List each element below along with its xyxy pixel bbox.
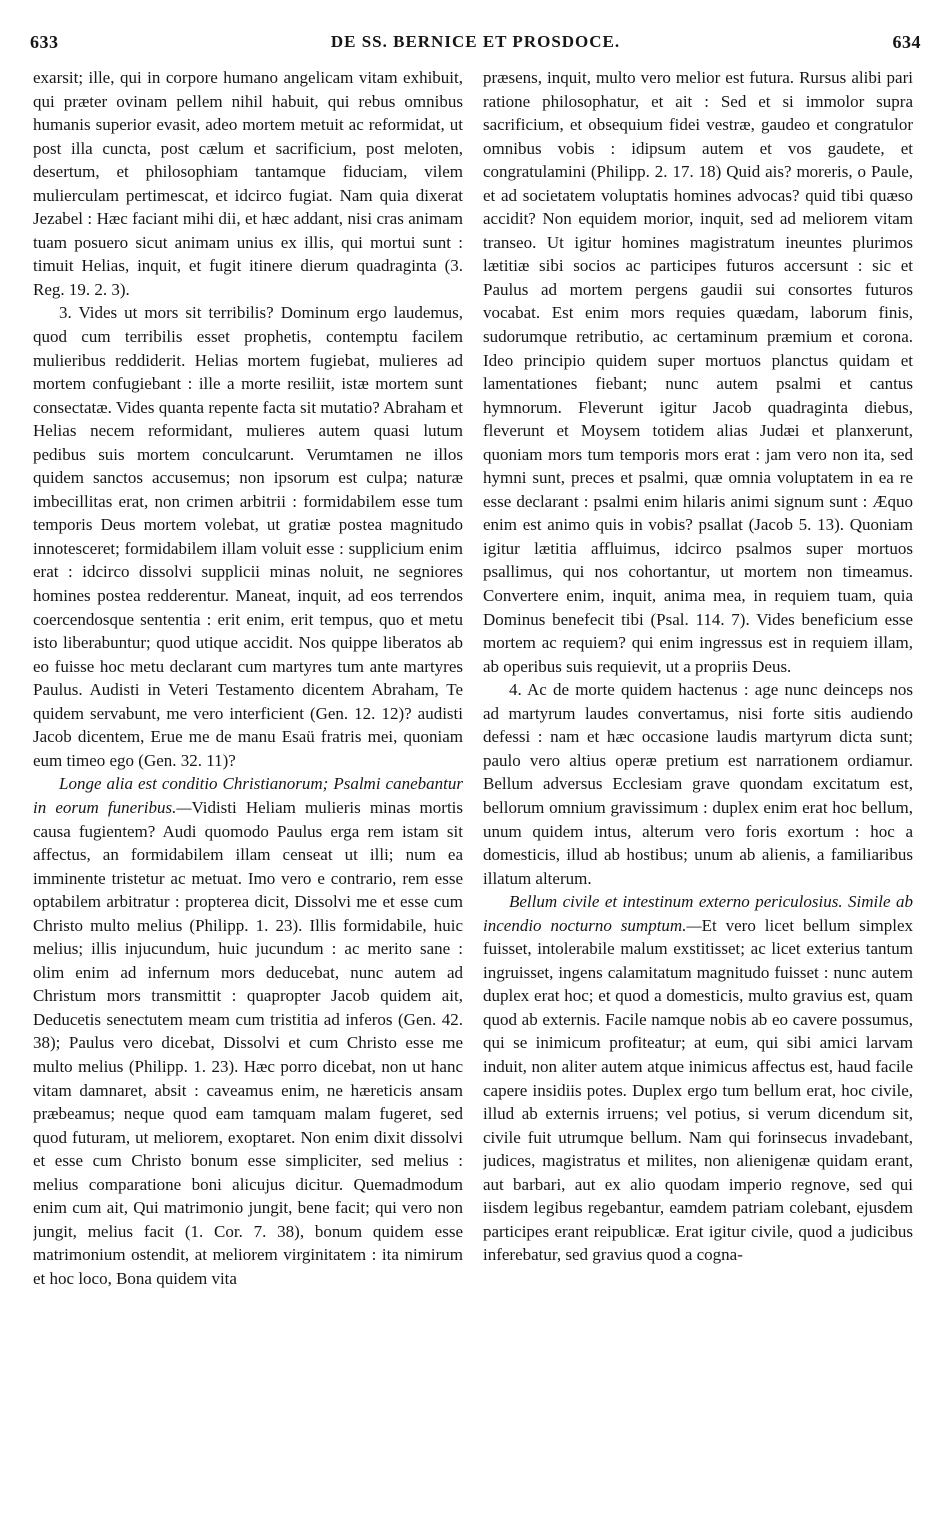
paragraph-continuation: exarsit; ille, qui in corpore humano angelicam vitam exhibuit, qui præter ovinam pellem nihil habuit, qui rebus omnibus humanis superior evasit, adeo mortem metuit ac reformidat, ut post illa cuncta, post cælum et sacrificium, post meloten, desertum, et philosophiam tantamque fiduciam, vilem mulierculam pertimescat, et idcirco fugiat. Nam quia dixerat Jezabel : Hæc faciant mihi dii, et hæc addant, nisi cras animam tuam posuero sicut animam unius ex illis, qui mortui sunt : timuit Helias, inquit, et fugit itinere dierum quadraginta (3. Reg. 19. 2. 3).: [33, 68, 463, 299]
right-text-column: [483, 66, 913, 1516]
page-number-right: 634: [892, 32, 921, 52]
paragraph-with-heading: [33, 772, 463, 1290]
running-title: DE SS. BERNICE ET PROSDOCE.: [330, 32, 621, 51]
paragraph-section-4: 4. Ac de morte quidem hactenus : age nunc deinceps nos ad martyrum laudes convertamus, nisi forte sitis audiendo defessi : nam et hæc occasione laudis martyrum dicta sunt; paulo vero altius operæ pretium est narrationem ordiamur. Bellum adversus Ecclesiam grave quondam excitatum est, bellorum omnium gravissimum : duplex enim erat hoc bellum, unum quidem intus, alterum vero foris exortum : hoc a domesticis, illud ab hostibus; unum ab alienis, a familiaribus illatum alterum.: [483, 680, 913, 888]
page-number-left: 633: [30, 32, 59, 52]
running-header: [30, 14, 921, 54]
paragraph-body: Vidisti Heliam mulieris minas mortis causa fugientem? Audi quomodo Paulus erga rem istam sit affectus, an formidabilem illam censeat ut illi; num ea imminente tristetur ac metuat. Imo vero e contrario, rem esse optabilem arbitratur : propterea dicit, Dissolvi me et esse cum Christo multo melius (Philipp. 1. 23). Illis formidabile, huic melius; illis injucundum, huic jucundum : ac merito sane : olim enim ad infernum mors deducebat, nunc autem ad Christum mors transmittit : quapropter Jacob quidem ait, Deducetis senectutem meam cum tristitia ad inferos (Gen. 42. 38); Paulus vero dicebat, Dissolvi et cum Christo esse me multo melius (Philipp. 1. 23). Hæc porro dicebat, non ut hanc vitam damnaret, absit : caveamus enim, ne hæreticis ansam præbeamus; neque quod eam tamquam malam fugeret, sed quod futuram, ut meliorem, exoptaret. Non enim dixit dissolvi et esse cum Christo bonum esse simpliciter, sed melius : melius comparatione boni alicujus dicitur. Quemadmodum enim cum ait, Qui matrimonio jungit, bene facit; qui vero non jungit, melius facit (1. Cor. 7. 38), bonum quidem esse matrimonium ostendit, at meliorem virginitatem : ita nimirum et hoc loco, Bona quidem vita: [33, 797, 463, 1288]
paragraph-section-3: 3. Vides ut mors sit terribilis? Dominum ergo laudemus, quod cum terribilis esset prophetis, contemptu facilem mulieribus reddiderit. Helias mortem fugiebat, mulieres ad mortem confugiebant : ille a morte resiliit, istæ mortem sunt consectatæ. Vides quanta repente facta sit mutatio? Abraham et Helias necem reformidant, mulieres autem quasi lutum pedibus suis mortem conculcarunt. Verumtamen ne illos quidem sanctos accusemus; non ipsorum est culpa; naturæ imbecillitas erat, non crimen arbitrii : formidabilem esse tum temporis Deus mortem volebat, ut gratiæ postea magnitudo innotesceret; formidabilem illam voluit esse : supplicium enim erat : idcirco dissolvi supplicii minas noluit, ne segniores homines postea redderentur. Maneat, inquit, ad eos terrendos coercendosque sententia : erit enim, erit tempus, quo et metu isto liberabuntur; quod utique accidit. Nos quippe liberatos ab eo fuisse hoc metu declarant cum martyres tum ante martyres Paulus. Audisti in Veteri Testamento dicentem Abraham, Te quidem servabunt, me vero interficient (Gen. 12. 12)? audisti Jacob dicentem, Erue me de manu Esaü fratris mei, quoniam eum timeo ego (Gen. 32. 11)?: [33, 303, 463, 770]
paragraph-body: Et vero licet bellum simplex fuisset, intolerabile malum exstitisset; ac licet exterius tantum ingruisset, ingens calamitatum magnitudo fuisset : nunc autem duplex erat hoc; et quod a domesticis, multo gravius est, quam quod ab externis. Facile namque nobis ab eo cavere possumus, qui se inimicum profiteatur; at eum, qui sibi amici larvam induit, non aliter autem atque inimicus affectus est, haud facile capere insidiis potes. Duplex ergo tum bellum erat, hoc civile, illud ab externis irruens; vel potius, si verum dicendum sit, civile fuit utrumque bellum. Nam qui forinsecus invadebant, judices, magistratus et milites, non alienigenæ quidam erant, aut barbari, aut ex alio quodam imperio regnove, sed qui iisdem legibus regebantur, eamdem patriam colebant, ejusdem participes erant reipublicæ. Erat igitur civile, quod a judicibus inferebatur, sed gravius quod a cogna-: [483, 915, 913, 1265]
paragraph-continuation: præsens, inquit, multo vero melior est futura. Rursus alibi pari ratione philosophatur, et ait : Sed et si immolor supra sacrificium, et obsequium fidei vestræ, gaudeo et congratulor omnibus vobis : idipsum autem et vos gaudete, et congratulamini (Philipp. 2. 17. 18) Quid ais? moreris, o Paule, et ad societatem voluptatis homines advocas? quid tibi quæso accidit? Non equidem morior, inquit, sed ad meliorem vitam transeo. Ut igitur homines magistratum ineuntes plurimos lætitiæ sibi socios ac participes futuros accersunt : sic et Paulus ad mortem pergens gaudii sui consortes futuros vocabat. Est enim mors requies quædam, laborum finis, sudorumque retributio, ac certaminum præmium et corona. Ideo principio quidem super mortuos planctus quidam et lamentationes fiebant; nunc autem psalmi et cantus hymnorum. Fleverunt igitur Jacob quadraginta diebus, fleverunt et Moysem totidem alias Judæi et planxerunt, quoniam mors tum temporis mors erat : jam vero non ita, sed hymni sunt, preces et psalmi, quæ omnia voluptatem in ea re esse declarant : psalmi enim hilaris animi signum sunt : Æquo enim est animo quis in vobis? psallat (Jacob 5. 13). Quoniam igitur lætitia affluimus, idcirco psalmos super mortuos psallimus, qui nos cohortantur, ut mortem non timeamus. Convertere enim, inquit, anima mea, in requiem tuam, quia Dominus benefecit tibi (Psal. 114. 7). Vides beneficium esse mortem ac requiem? qui enim ingressus est in requiem illam, ab operibus suis requievit, ut a propriis Deus.: [483, 68, 913, 676]
paragraph-with-heading: [483, 890, 913, 1267]
left-text-column: [33, 66, 463, 1516]
section-heading: Longe alia est conditio Christianorum; Psalmi canebantur in eorum funeribus.—: [33, 774, 463, 817]
section-heading: Bellum civile et intestinum externo periculosius. Simile ab incendio nocturno sumptum.—: [483, 892, 913, 935]
